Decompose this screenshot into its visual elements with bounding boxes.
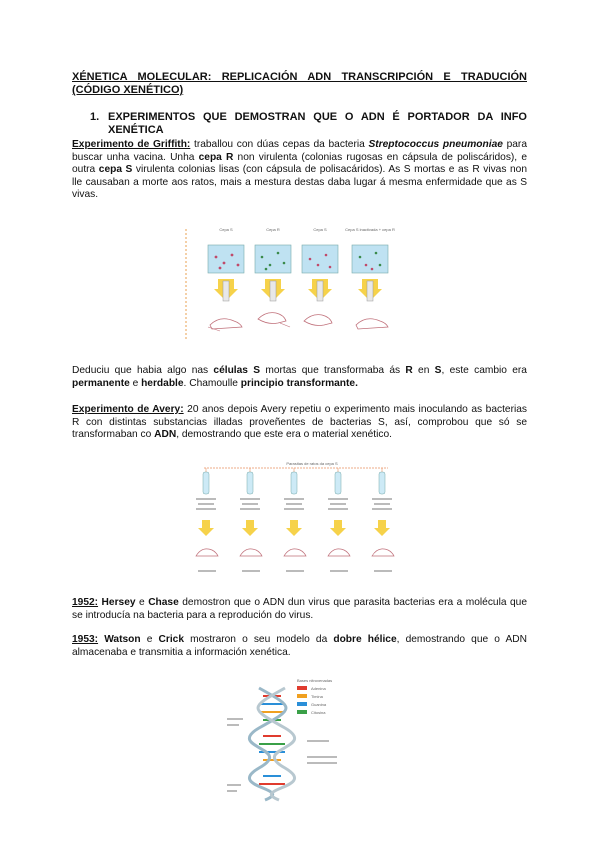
term-permanente: permanente	[72, 377, 130, 389]
dna-annotation-lines	[227, 718, 337, 792]
text-span: en	[412, 365, 435, 376]
griffith-label-2: Cepa R	[266, 227, 280, 232]
avery-result-lines	[198, 570, 392, 572]
term-cepa-r: cepa R	[198, 151, 234, 163]
dna-base-pairs	[259, 696, 285, 784]
text-span: para buscar unha vacina. Unha	[72, 139, 527, 163]
griffith-paragraph	[72, 139, 527, 202]
term-s: S	[434, 365, 442, 376]
name-crick: Crick	[158, 634, 184, 645]
name-hersey: Hersey	[101, 597, 136, 608]
term-r: R	[405, 365, 413, 376]
text-span: traballou con dúas cepas da bacteria	[190, 139, 369, 150]
deduction-paragraph	[72, 365, 527, 390]
griffith-column-3	[302, 227, 338, 326]
griffith-label-3: Cepa S	[313, 227, 327, 232]
legend-swatch-timina	[297, 694, 307, 698]
title-line-1: XÉNETICA MOLECULAR: REPLICACIÓN ADN TRANSCRIPCIÓN E TRADUCIÓN	[72, 71, 527, 83]
avery-mice	[196, 549, 394, 556]
legend-label-citosina: Citosina	[311, 710, 326, 715]
griffith-label-4: Cepa S inactivada + cepa R	[345, 227, 395, 232]
griffith-column-4	[345, 227, 395, 329]
text-span: e	[135, 597, 149, 608]
text-span: non virulenta (colonias rugosas en cápsula de poliscáridos), e outra	[72, 151, 527, 175]
text-span: . Chamoulle	[183, 377, 241, 389]
avery-arrows	[198, 520, 390, 536]
text-span: , este cambio era	[441, 365, 527, 376]
text-span: e	[140, 634, 159, 645]
text-span: e	[129, 377, 142, 389]
text-span: virulenta colonias lisas (con cápsula de polisacáridos). As S mortas e as R vivas non lle causaban a morte aos ratos, mais a mestura destas daba lugar á mesma enfermidade que as S vivas.	[72, 164, 527, 200]
text-span: Deduciu que habia algo nas	[72, 365, 214, 376]
avery-caption-lines	[196, 498, 392, 510]
term-herdable: herdable	[141, 377, 184, 389]
text-span: mortas que transformaba ás	[260, 365, 406, 376]
term-cepa-s: cepa S	[98, 164, 133, 175]
text-span: , demostrando que o ADN almacenaba e transmitia a información xenética.	[72, 634, 527, 658]
species-name: Streptococcus pneumoniae	[368, 139, 503, 150]
legend-swatch-adenina	[297, 686, 307, 690]
legend-swatch-citosina	[297, 710, 307, 714]
avery-experiment-figure	[192, 458, 402, 582]
avery-paragraph	[72, 404, 527, 442]
term-dobre-helice: dobre hélice	[333, 634, 397, 645]
legend-swatch-guanina	[297, 702, 307, 706]
term-principio-transformante: principio transformante.	[240, 377, 358, 389]
title-line-2: (CÓDIGO XENÉTICO)	[72, 84, 184, 96]
griffith-column-2	[255, 227, 291, 327]
legend-title: Bases nitroxenadas	[297, 678, 333, 683]
document-title	[72, 71, 527, 97]
avery-tubes	[203, 468, 385, 494]
term-adn: ADN	[154, 429, 177, 440]
section-number: 1.	[90, 111, 100, 123]
year-1953: 1953:	[72, 634, 99, 645]
hersey-chase-paragraph	[72, 597, 527, 622]
griffith-label-1: Cepa S	[219, 227, 233, 232]
griffith-heading: Experimento de Griffith:	[72, 139, 191, 150]
griffith-experiment-figure	[180, 223, 402, 345]
text-span: demostron que o ADN dun virus que parasita bacterias era a molécula que se introducía na bacteria para a reprodución do virus.	[72, 597, 527, 621]
year-1952: 1952:	[72, 597, 99, 608]
legend-label-timina: Timina	[311, 694, 323, 699]
watson-crick-paragraph	[72, 634, 527, 659]
text-span: mostraron o seu modelo da	[183, 634, 334, 645]
text-span: 20 anos depois Avery repetiu o experimento mais inoculando as bacterias R con distintas substancias illadas proveñentes de bacterias S, así, comprobou que só se transformaban co	[72, 404, 527, 440]
name-watson: Watson	[104, 634, 141, 645]
section-heading-line-1: EXPERIMENTOS QUE DEMOSTRAN QUE O ADN É PORTADOR DA INFO	[108, 111, 527, 123]
avery-top-label: Parasitas de ratos da cepa S	[286, 461, 338, 466]
term-cells-s: células S	[213, 365, 261, 376]
legend	[297, 686, 327, 715]
name-chase: Chase	[148, 597, 179, 608]
section-heading-line-2: XENÉTICA	[108, 124, 164, 136]
avery-heading: Experimento de Avery:	[72, 404, 184, 415]
legend-label-adenina: Adenina	[311, 686, 326, 691]
griffith-column-1	[208, 227, 244, 331]
legend-label-guanina: Guanina	[311, 702, 327, 707]
dna-double-helix-figure	[225, 674, 365, 804]
text-span: , demostrando que este era o material xenético.	[176, 429, 392, 440]
